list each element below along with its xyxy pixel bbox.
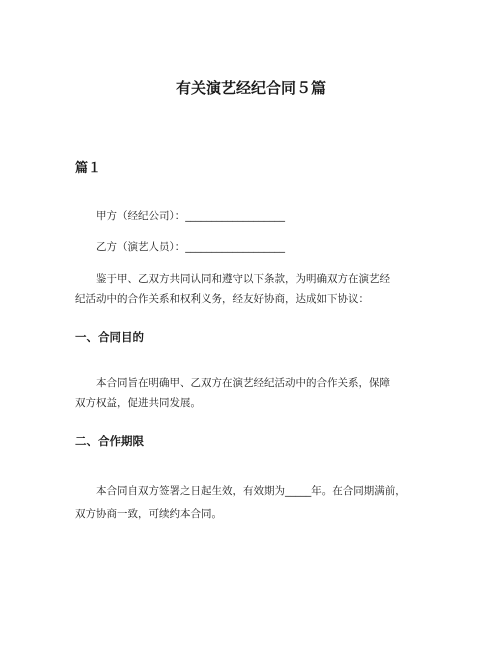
section-heading: 篇１ [75, 161, 102, 176]
clause-purpose-line-2: 双方权益，促进共同发展。 [75, 397, 201, 409]
document-title: 有关演艺经纪合同５篇 [175, 79, 326, 97]
intro-line-2: 纪活动中的合作关系和权利义务，经友好协商，达成如下协议： [75, 293, 369, 305]
party-b-line: 乙方（演艺人员）：___________________ [96, 241, 285, 253]
clause-heading-term: 二、合作期限 [75, 434, 144, 448]
clause-purpose-line-1: 本合同旨在明确甲、乙双方在演艺经纪活动中的合作关系，保障 [96, 377, 390, 389]
intro-line-1: 鉴于甲、乙双方共同认同和遵守以下条款，为明确双方在演艺经 [96, 273, 390, 285]
party-a-line: 甲方（经纪公司）：___________________ [96, 210, 285, 222]
clause-term-line-1: 本合同自双方签署之日起生效，有效期为_____年。在合同期满前， [96, 485, 406, 497]
clause-term-line-2: 双方协商一致，可续约本合同。 [75, 508, 222, 520]
clause-heading-purpose: 一、合同目的 [75, 330, 144, 344]
